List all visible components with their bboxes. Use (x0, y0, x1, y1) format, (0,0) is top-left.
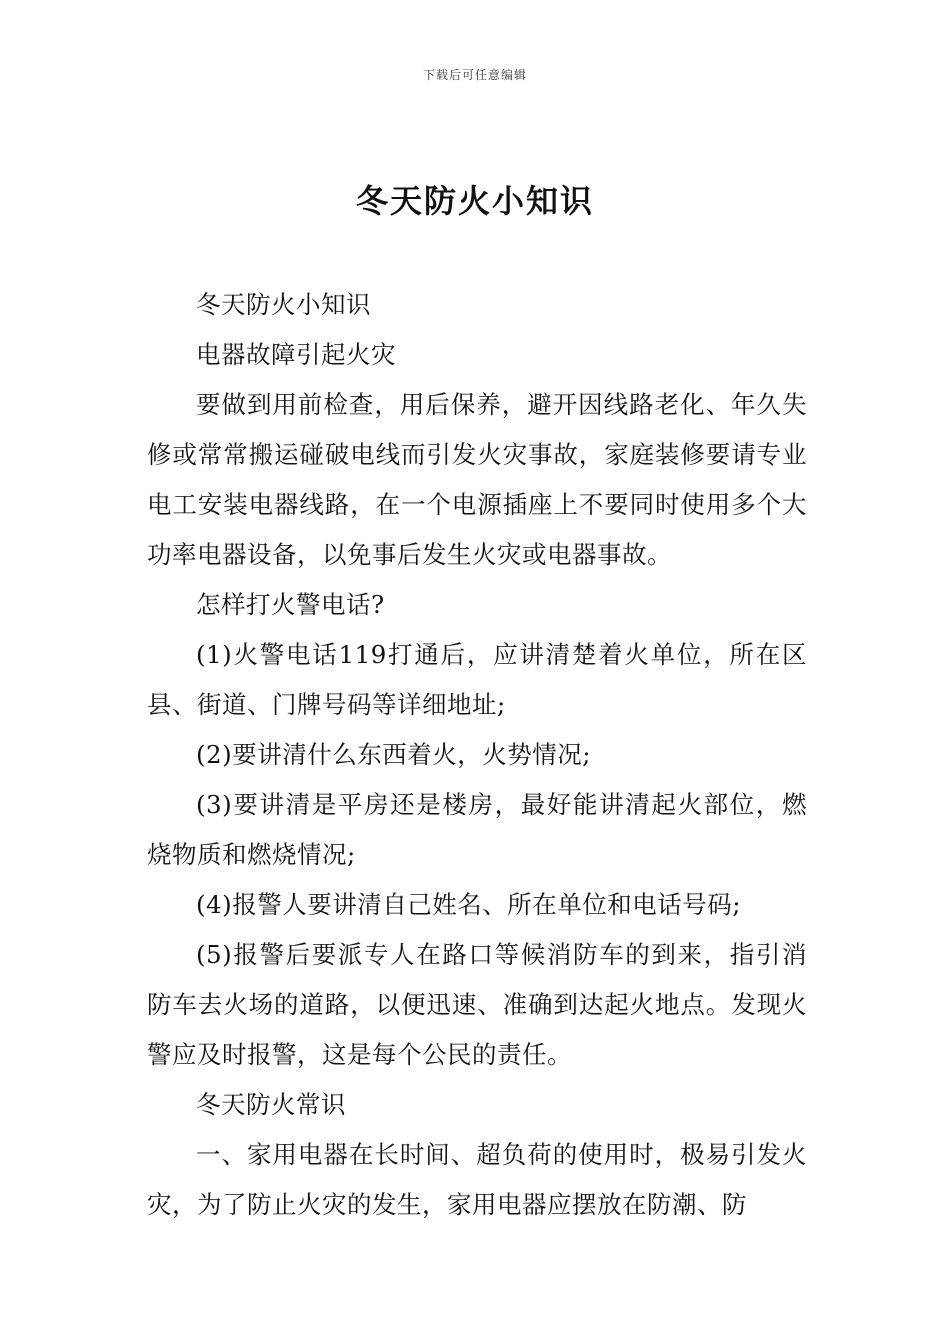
paragraph-heading-call: 怎样打火警电话? (196, 590, 385, 619)
paragraph-step-1: (1)火警电话119打通后，应讲清楚着火单位，所在区县、街道、门牌号码等详细地址; (147, 640, 807, 719)
paragraph-subtitle: 冬天防火小知识 (196, 290, 371, 319)
paragraph-step-4: (4)报警人要讲清自己姓名、所在单位和电话号码; (196, 890, 741, 919)
paragraph-step-5: (5)报警后要派专人在路口等候消防车的到来，指引消防车去火场的道路，以便迅速、准确到达起火地点。发现火警应及时报警，这是每个公民的责任。 (147, 940, 807, 1069)
document-body (147, 280, 807, 1230)
header-note: 下载后可任意编辑 (422, 68, 527, 82)
paragraph-winter-1: 一、家用电器在长时间、超负荷的使用时，极易引发火灾，为了防止火灾的发生，家用电器应摆放在防潮、防 (147, 1140, 807, 1219)
paragraph-step-2: (2)要讲清什么东西着火，火势情况; (196, 740, 591, 769)
document-title: 冬天防火小知识 (355, 182, 594, 220)
paragraph-heading-winter: 冬天防火常识 (196, 1090, 346, 1119)
paragraph-heading-electrical: 电器故障引起火灾 (196, 340, 396, 369)
paragraph-electrical-advice: 要做到用前检查，用后保养，避开因线路老化、年久失修或常常搬运碰破电线而引发火灾事故，家庭装修要请专业电工安装电器线路，在一个电源插座上不要同时使用多个大功率电器设备，以免事后发生火灾或电器事故。 (147, 390, 807, 569)
paragraph-step-3: (3)要讲清是平房还是楼房，最好能讲清起火部位，燃烧物质和燃烧情况; (147, 790, 807, 869)
